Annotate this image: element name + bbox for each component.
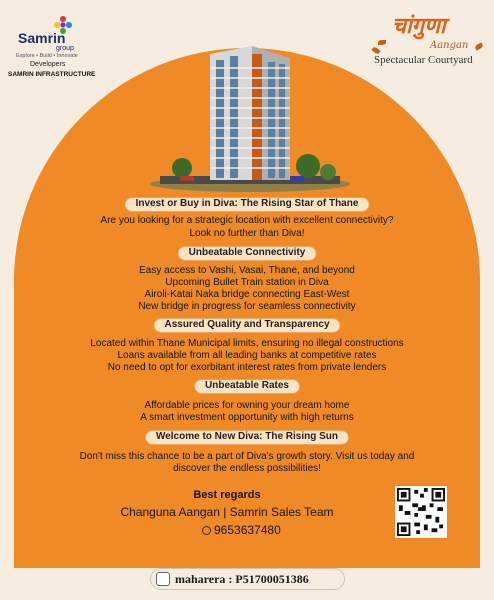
- section-line: Look no further than Diva!: [189, 228, 305, 239]
- section-heading-rates: Unbeatable Rates: [194, 379, 300, 394]
- project-name: Aangan: [430, 40, 469, 51]
- section-line: Loans available from all leading banks at competitive rates: [117, 350, 377, 361]
- building-icon: [156, 572, 170, 586]
- maharera-number: maharera : P51700051386: [175, 572, 309, 586]
- signoff-team: Changuna Aangan | Samrin Sales Team: [120, 505, 334, 519]
- developer-name: Samrin: [18, 30, 66, 46]
- section-line: Easy access to Vashi, Vasai, Thane, and beyond: [139, 265, 355, 276]
- section-heading-new-diva: Welcome to New Diva: The Rising Sun: [145, 430, 349, 445]
- section-line: A smart investment opportunity with high returns: [140, 412, 354, 423]
- phone-icon: [202, 526, 211, 535]
- developer-group-label: group: [56, 45, 74, 52]
- section-line: discover the endless possibilities!: [173, 463, 321, 474]
- section-line: Airoli-Katai Naka bridge connecting East-West: [144, 289, 350, 300]
- project-brand: [370, 10, 490, 70]
- phone-number[interactable]: 9653637480: [214, 523, 281, 537]
- developer-tagline: Explore • Build • Innovate: [16, 53, 78, 59]
- section-heading-invest: Invest or Buy in Diva: The Rising Star of Thane: [125, 197, 370, 212]
- leaf-icon: [474, 42, 483, 50]
- section-line: No need to opt for exorbitant interest rates from private lenders: [107, 362, 387, 373]
- section-heading-quality: Assured Quality and Transparency: [153, 318, 340, 333]
- developer-company: SAMRIN INFRASTRUCTURE: [8, 71, 96, 78]
- section-heading-connectivity: Unbeatable Connectivity: [178, 246, 317, 261]
- maharera-badge: [150, 568, 345, 590]
- leaf-icon: [378, 40, 386, 45]
- section-line: Affordable prices for owning your dream home: [144, 400, 350, 411]
- project-subtitle: Spectacular Courtyard: [374, 54, 473, 66]
- section-line: New bridge in progress for seamless connectivity: [138, 301, 356, 312]
- section-line: Are you looking for a strategic location with excellent connectivity?: [100, 215, 394, 226]
- section-line: Upcoming Bullet Train station in Diva: [165, 277, 329, 288]
- signoff-greeting: Best regards: [193, 489, 261, 501]
- section-line: Don't miss this chance to be a part of Diva's growth story. Visit us today and: [79, 451, 415, 462]
- developers-label: Developers: [30, 61, 66, 68]
- qr-code[interactable]: [395, 486, 447, 538]
- phone-row: [202, 523, 281, 537]
- section-line: Located within Thane Municipal limits, ensuring no illegal constructions: [90, 338, 404, 349]
- project-script-name: चांगुणा: [392, 13, 446, 39]
- building-illustration: [140, 44, 360, 192]
